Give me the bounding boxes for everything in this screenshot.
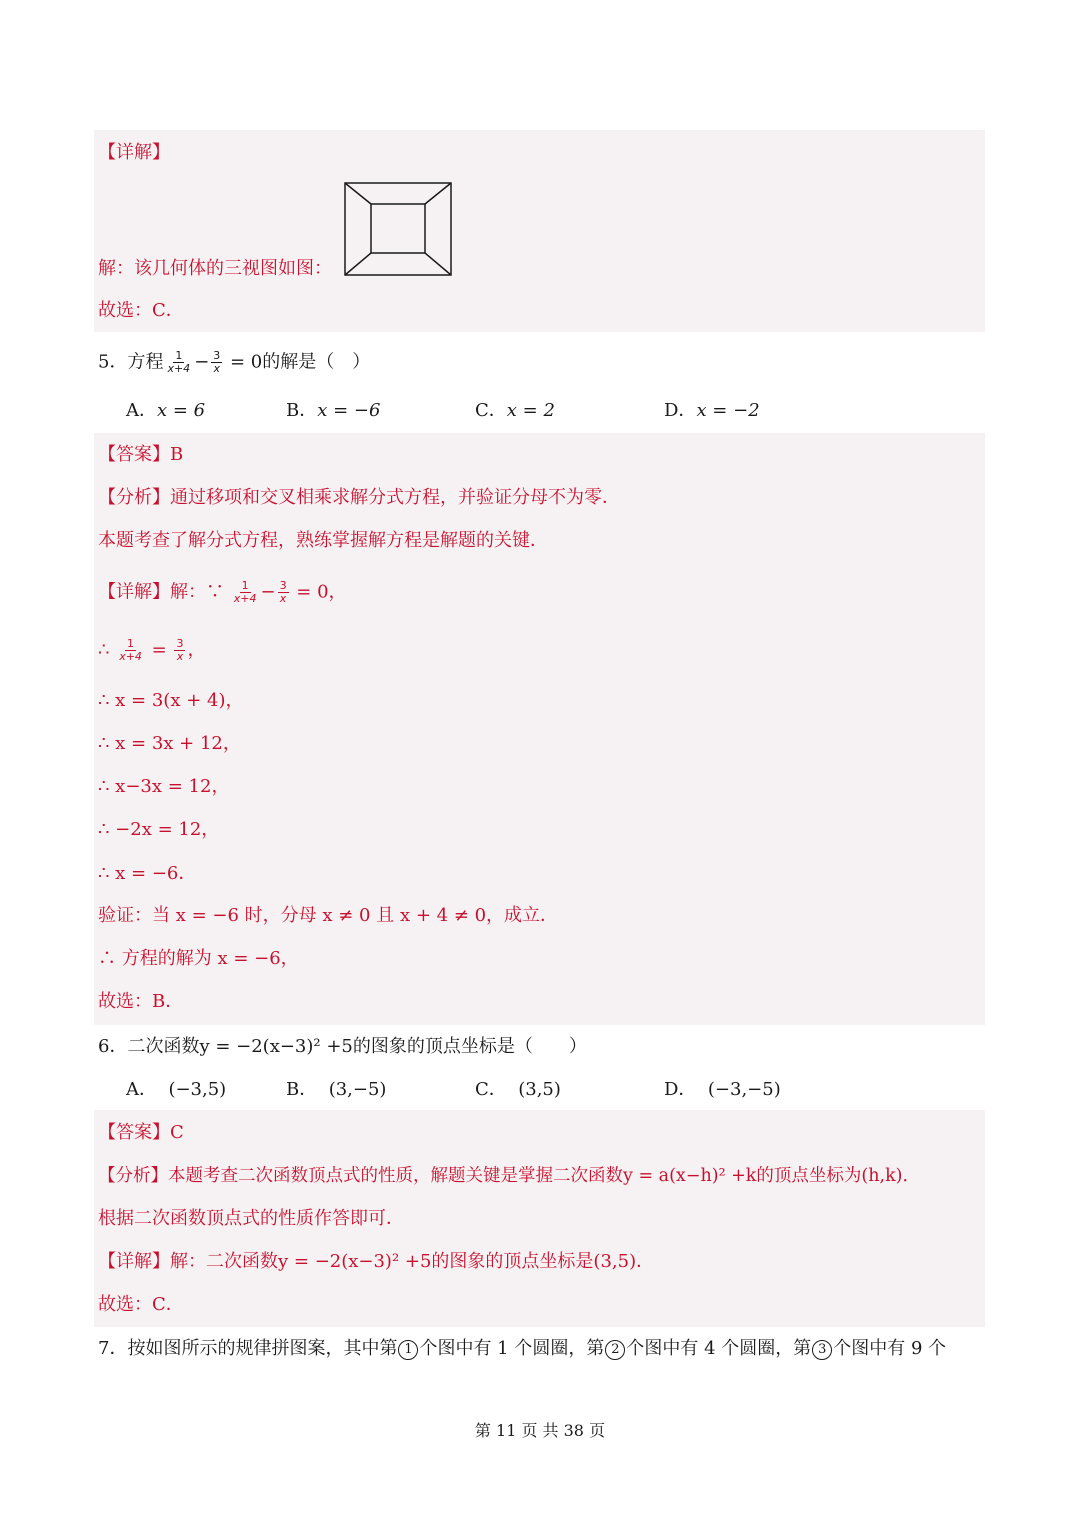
option-letter: C． bbox=[475, 400, 507, 421]
option-value: x = −6 bbox=[317, 400, 381, 421]
q6-option-a[interactable] bbox=[126, 1078, 226, 1102]
q5-stem bbox=[98, 350, 370, 375]
q6-stem-text: 二次函数y = −2(x−3)² +5的图象的顶点坐标是（ ） bbox=[127, 1036, 587, 1057]
q6-stem bbox=[98, 1035, 587, 1059]
q5-frac2-den: x bbox=[213, 362, 221, 375]
q6-choice: 故选：C． bbox=[98, 1294, 184, 1315]
q5-step-1 bbox=[98, 638, 205, 663]
option-letter: B． bbox=[286, 400, 318, 421]
q5-option-a[interactable] bbox=[126, 399, 205, 423]
q5-detail-start bbox=[98, 580, 347, 605]
q5-fraction-2 bbox=[211, 350, 222, 375]
q5-option-c[interactable] bbox=[475, 399, 555, 423]
analysis-label: 【分析】 bbox=[98, 1166, 168, 1186]
q5-detail-frac-1 bbox=[232, 580, 259, 605]
q4-solution-text: 解：该几何体的三视图如图： bbox=[98, 258, 332, 279]
frac-den: x+4 bbox=[233, 592, 257, 605]
q5-fraction-1 bbox=[165, 350, 192, 375]
q7-stem-part: 个图中有 4 个圆圈，第 bbox=[626, 1338, 812, 1359]
q5-step-4: ∴ x−3x = 12， bbox=[98, 776, 230, 797]
frac-num: 3 bbox=[176, 637, 184, 650]
detail-label: 【详解】 bbox=[98, 1251, 170, 1272]
q5-frac1-num: 1 bbox=[175, 349, 183, 362]
q6-analysis-2: 根据二次函数顶点式的性质作答即可． bbox=[98, 1208, 404, 1229]
q5-step1-frac-1 bbox=[117, 638, 144, 663]
option-value: (−3,−5) bbox=[707, 1079, 781, 1100]
q5-number: 5． bbox=[98, 351, 128, 373]
page-footer: 第 11 页 共 38 页 bbox=[474, 1421, 606, 1440]
option-letter: B． bbox=[286, 1079, 318, 1100]
q5-verification: 验证：当 x = −6 时，分母 x ≠ 0 且 x + 4 ≠ 0，成立． bbox=[98, 905, 559, 926]
q5-minus: − bbox=[194, 351, 210, 373]
option-letter: D． bbox=[664, 1079, 697, 1100]
option-value: (3,−5) bbox=[328, 1079, 387, 1100]
q7-stem-part: 按如图所示的规律拼图案，其中第 bbox=[127, 1338, 398, 1359]
option-value: x = −2 bbox=[696, 400, 760, 421]
frac-num: 3 bbox=[279, 579, 287, 592]
q6-analysis bbox=[98, 1164, 920, 1188]
detail-label: 【详解】 bbox=[98, 581, 170, 603]
circled-number-3: 3 bbox=[812, 1340, 832, 1360]
q5-answer bbox=[98, 443, 183, 467]
q4-choice: 故选：C． bbox=[98, 300, 184, 321]
q5-frac2-num: 3 bbox=[213, 349, 221, 362]
detail-start-text: 解：∵ bbox=[170, 581, 224, 603]
minus-sign: − bbox=[260, 581, 276, 603]
q5-step-5: ∴ −2x = 12， bbox=[98, 819, 220, 840]
option-value: x = 6 bbox=[157, 400, 206, 421]
option-letter: A． bbox=[126, 1079, 157, 1100]
q4-detail-label: 【详解】 bbox=[98, 142, 170, 163]
option-value: (−3,5) bbox=[168, 1079, 227, 1100]
circled-number-1: 1 bbox=[398, 1340, 418, 1360]
q5-conclusion: ∴ 方程的解为 x = −6， bbox=[98, 948, 299, 969]
q6-answer bbox=[98, 1121, 184, 1145]
q5-step1-frac-2 bbox=[174, 638, 185, 663]
three-view-figure bbox=[344, 182, 452, 276]
q5-option-b[interactable] bbox=[286, 399, 380, 423]
frac-num: 1 bbox=[241, 579, 249, 592]
q5-stem-post: 的解是（ ） bbox=[262, 351, 371, 373]
q7-stem bbox=[98, 1337, 946, 1361]
q5-analysis bbox=[98, 486, 620, 510]
equals-sign: = bbox=[145, 639, 173, 661]
q5-step-3: ∴ x = 3x + 12， bbox=[98, 733, 241, 754]
q7-stem-part: 个图中有 1 个圆圈，第 bbox=[419, 1338, 605, 1359]
answer-value: B bbox=[170, 444, 184, 465]
comma: ， bbox=[187, 639, 206, 661]
q6-option-c[interactable] bbox=[475, 1078, 561, 1102]
q5-answer-block bbox=[94, 433, 985, 1025]
q5-choice: 故选：B． bbox=[98, 991, 184, 1012]
q6-detail bbox=[98, 1250, 654, 1274]
analysis-text: 本题考查二次函数顶点式的性质，解题关键是掌握二次函数y = a(x−h)² +k的顶点坐标为(h,k)． bbox=[168, 1166, 921, 1186]
q5-stem-eq: = 0 bbox=[224, 351, 263, 373]
q5-step-6: ∴ x = −6． bbox=[98, 863, 197, 884]
q4-detail-block bbox=[94, 130, 985, 332]
q5-frac1-den: x+4 bbox=[167, 362, 191, 375]
q6-option-d[interactable] bbox=[664, 1078, 781, 1102]
q7-number: 7． bbox=[98, 1338, 128, 1359]
q5-step-2: ∴ x = 3(x + 4)， bbox=[98, 690, 244, 711]
therefore-sign: ∴ bbox=[98, 639, 110, 661]
q6-number: 6． bbox=[98, 1036, 128, 1057]
answer-label: 【答案】 bbox=[98, 1122, 170, 1143]
analysis-label: 【分析】 bbox=[98, 487, 170, 508]
option-value: (3,5) bbox=[518, 1079, 561, 1100]
frac-den: x bbox=[279, 592, 287, 605]
q6-option-b[interactable] bbox=[286, 1078, 386, 1102]
frac-den: x+4 bbox=[119, 650, 142, 663]
q5-detail-frac-2 bbox=[278, 580, 289, 605]
q5-option-d[interactable] bbox=[664, 399, 760, 423]
frac-num: 1 bbox=[127, 637, 135, 650]
detail-text: 解：二次函数y = −2(x−3)² +5的图象的顶点坐标是(3,5)． bbox=[170, 1251, 655, 1272]
circled-number-2: 2 bbox=[605, 1340, 625, 1360]
answer-value: C bbox=[170, 1122, 184, 1143]
equals-zero: = 0， bbox=[290, 581, 347, 603]
frac-den: x bbox=[176, 650, 184, 663]
answer-label: 【答案】 bbox=[98, 444, 170, 465]
option-letter: A． bbox=[126, 400, 157, 421]
option-letter: C． bbox=[475, 1079, 507, 1100]
q7-stem-part: 个图中有 9 个 bbox=[833, 1338, 947, 1359]
analysis-text: 通过移项和交叉相乘求解分式方程，并验证分母不为零． bbox=[170, 487, 620, 508]
option-letter: D． bbox=[664, 400, 697, 421]
option-value: x = 2 bbox=[506, 400, 555, 421]
q5-stem-pre: 方程 bbox=[127, 351, 164, 373]
q5-analysis-2: 本题考查了解分式方程，熟练掌握解方程是解题的关键． bbox=[98, 530, 548, 551]
